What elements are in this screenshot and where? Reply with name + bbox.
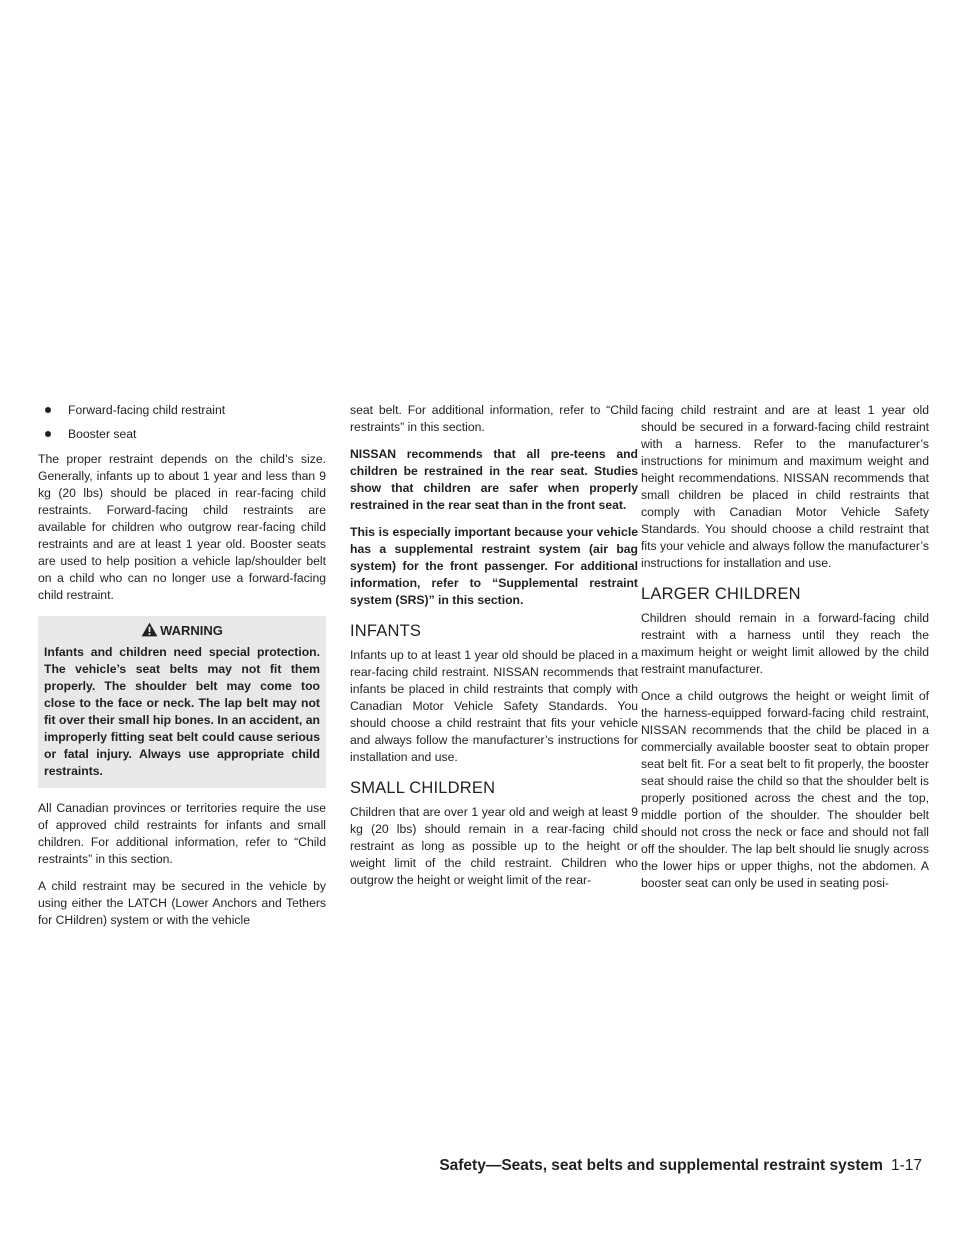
bullet-icon [45, 407, 51, 413]
paragraph-canadian-provinces: All Canadian provinces or territories require the use of approved child restraints for infants and small children. For additional information, refer to “Child restraints” in this section. [38, 801, 326, 866]
restraint-type-list [38, 402, 326, 443]
footer-section-title: Safety—Seats, seat belts and supplemental restraint system [439, 1157, 883, 1174]
paragraph-proper-restraint: The proper restraint depends on the child’s size. Generally, infants up to about 1 year and less than 9 kg (20 lbs) should be placed in rear-facing child restraints. Forward-facing child restraints are available for children who outgrow rear-facing child restraints and are at least 1 year old. Booster seats are used to help position a vehicle lap/shoulder belt on a child who can no longer use a forward-facing child restraint. [38, 452, 326, 602]
paragraph-rear-seat-recommendation: NISSAN recommends that all pre-teens and children be restrained in the rear seat. Studies show that children are safer when properly restrained in the rear seat than in the front seat. [350, 447, 638, 512]
heading-infants: INFANTS [350, 622, 422, 640]
list-item [38, 402, 326, 419]
heading-small-children: SMALL CHILDREN [350, 779, 496, 797]
bullet-icon [45, 431, 51, 437]
paragraph-larger-children: Children should remain in a forward-facing child restraint with a harness until they reach the maximum height or weight limit allowed by the child restraint manufacturer. [641, 611, 929, 676]
paragraph-srs-notice: This is especially important because your vehicle has a supplemental restraint system (air bag system) for the front passenger. For additional information, refer to “Supplemental restraint system (SRS)” in this section. [350, 525, 638, 607]
paragraph-infants: Infants up to at least 1 year old should be placed in a rear-facing child restraint. NISSAN recommends that infants be placed in child restraints that comply with Canadian Motor Vehicle Safety Standards. You should choose a child restraint that fits your vehicle and always follow the manufacturer’s instructions for installation and use. [350, 648, 638, 764]
list-item-text: Booster seat [68, 427, 137, 441]
warning-triangle-icon [141, 622, 158, 637]
paragraph-small-children: Children that are over 1 year old and weigh at least 9 kg (20 lbs) should remain in a rear-facing child restraint as long as possible up to the height or weight limit of the child restraint. Children who outgrow the height or weight limit of the rear- [350, 805, 638, 887]
warning-title: WARNING [160, 623, 223, 638]
column-left [38, 402, 326, 939]
paragraph-forward-facing: facing child restraint and are at least 1 year old should be secured in a forward-facing child restraint with a harness. Refer to the manufacturer’s instructions for minimum and maximum weight and height recommendations. NISSAN recommends that small children be placed in child restraints that comply with Canadian Motor Vehicle Safety Standards. You should choose a child restraint that fits your vehicle and always follow the manufacturer’s instructions for installation and use. [641, 403, 929, 570]
page-number: 1-17 [890, 1157, 922, 1174]
paragraph-booster-seat: Once a child outgrows the height or weight limit of the harness-equipped forward-facing child restraint, NISSAN recommends that the child be placed in a commercially available booster seat to obtain proper seat belt fit. For a seat belt to fit properly, the booster seat should raise the child so that the shoulder belt is properly positioned across the chest and the top, middle portion of the shoulder. The shoulder belt should not cross the neck or face and should not fall off the shoulder. The lap belt should lie snugly across the lower hips or upper thighs, not the abdomen. A booster seat can only be used in seating posi- [641, 689, 929, 890]
column-middle [350, 402, 638, 899]
warning-heading [44, 622, 320, 644]
paragraph-latch: A child restraint may be secured in the vehicle by using either the LATCH (Lower Anchors and Tethers for CHildren) system or with the vehicle [38, 879, 326, 927]
list-item [38, 426, 326, 443]
page-footer [439, 1157, 922, 1175]
column-right [641, 402, 929, 902]
heading-larger-children: LARGER CHILDREN [641, 585, 801, 603]
paragraph-seat-belt-ref: seat belt. For additional information, refer to “Child restraints” in this section. [350, 403, 638, 434]
list-item-text: Forward-facing child restraint [68, 403, 226, 417]
warning-box [38, 616, 326, 788]
warning-text: Infants and children need special protection. The vehicle’s seat belts may not fit them properly. The shoulder belt may come too close to the face or neck. The lap belt may not fit over their small hip bones. In an accident, an improperly fitting seat belt could cause serious or fatal injury. Always use appropriate child restraints. [44, 645, 320, 778]
